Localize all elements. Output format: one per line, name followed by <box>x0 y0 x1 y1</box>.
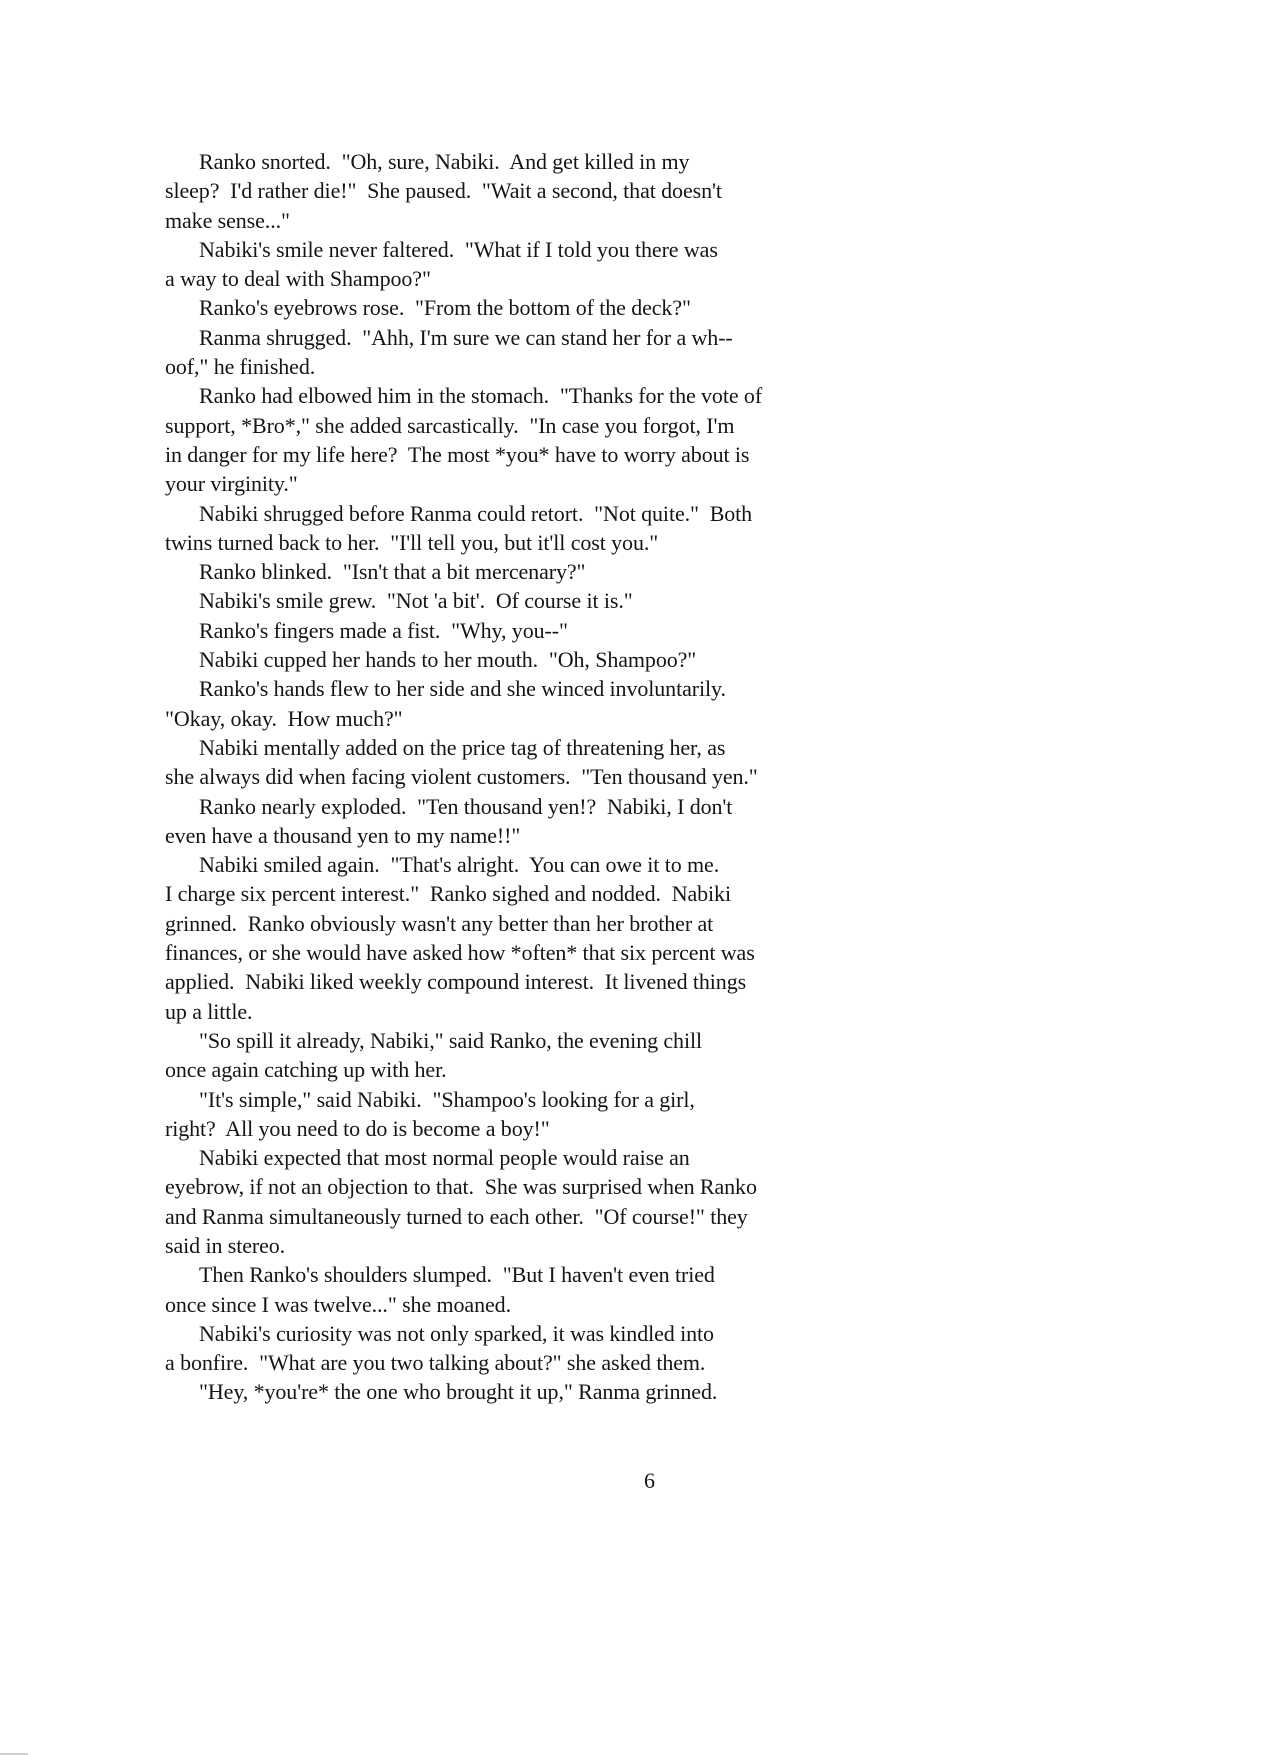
text-line: a way to deal with Shampoo?" <box>165 266 431 292</box>
text-line: applied. Nabiki liked weekly compound interest. It livened things <box>165 969 747 995</box>
text-line: eyebrow, if not an objection to that. She was surprised when Ranko <box>165 1174 757 1200</box>
paragraph-first-line: "So spill it already, Nabiki," said Ranko, the evening chill <box>199 1027 702 1053</box>
text-line: sleep? I'd rather die!" She paused. "Wait a second, that doesn't <box>165 178 722 204</box>
text-line: support, *Bro*," she added sarcastically. "In case you forgot, I'm <box>165 412 735 438</box>
text-line: I charge six percent interest." Ranko sighed and nodded. Nabiki <box>165 881 731 907</box>
paragraph-first-line: Ranko's eyebrows rose. "From the bottom of the deck?" <box>199 295 691 321</box>
text-line: right? All you need to do is become a boy!" <box>165 1115 550 1141</box>
paragraph-first-line: Nabiki's smile never faltered. "What if I told you there was <box>199 236 718 262</box>
page-number: 6 <box>644 1468 655 1493</box>
paragraph-first-line: Nabiki shrugged before Ranma could retort. "Not quite." Both <box>199 500 753 526</box>
paragraph-first-line: Ranko blinked. "Isn't that a bit mercenary?" <box>199 559 586 585</box>
text-line: twins turned back to her. "I'll tell you, but it'll cost you." <box>165 529 659 555</box>
text-line: a bonfire. "What are you two talking about?" she asked them. <box>165 1350 706 1376</box>
paragraph-first-line: Ranko had elbowed him in the stomach. "Thanks for the vote of <box>199 383 763 409</box>
paragraph-first-line: Nabiki smiled again. "That's alright. You can owe it to me. <box>199 852 720 878</box>
text-line: she always did when facing violent customers. "Ten thousand yen." <box>165 764 758 790</box>
paragraph-first-line: "It's simple," said Nabiki. "Shampoo's looking for a girl, <box>199 1086 695 1112</box>
paragraph-first-line: Ranko snorted. "Oh, sure, Nabiki. And get killed in my <box>199 149 690 174</box>
paragraph-first-line: Nabiki expected that most normal people would raise an <box>199 1145 690 1171</box>
paragraph-first-line: Ranma shrugged. "Ahh, I'm sure we can stand her for a wh-- <box>199 324 733 350</box>
paragraph-first-line: "Hey, *you're* the one who brought it up," Ranma grinned. <box>199 1379 718 1405</box>
text-line: in danger for my life here? The most *you* have to worry about is <box>165 441 750 467</box>
text-line: finances, or she would have asked how *often* that six percent was <box>165 940 755 966</box>
text-line: and Ranma simultaneously turned to each other. "Of course!" they <box>165 1203 748 1229</box>
paragraph-first-line: Ranko's fingers made a fist. "Why, you--" <box>199 617 568 643</box>
paragraph-first-line: Nabiki's curiosity was not only sparked, it was kindled into <box>199 1320 714 1346</box>
text-line: "Okay, okay. How much?" <box>165 705 403 731</box>
text-line: oof," he finished. <box>165 354 316 380</box>
paragraph-first-line: Ranko's hands flew to her side and she winced involuntarily. <box>199 676 726 702</box>
text-line: your virginity." <box>165 471 298 497</box>
paragraph-first-line: Ranko nearly exploded. "Ten thousand yen!? Nabiki, I don't <box>199 793 733 819</box>
paragraph-first-line: Then Ranko's shoulders slumped. "But I haven't even tried <box>199 1262 715 1288</box>
paragraph-first-line: Nabiki mentally added on the price tag of threatening her, as <box>199 734 726 760</box>
paragraph-first-line: Nabiki cupped her hands to her mouth. "Oh, Shampoo?" <box>199 647 697 673</box>
text-line: once since I was twelve..." she moaned. <box>165 1291 511 1317</box>
text-line: said in stereo. <box>165 1232 286 1258</box>
text-line: up a little. <box>165 998 253 1024</box>
text-line: make sense..." <box>165 207 290 233</box>
paragraph-first-line: Nabiki's smile grew. "Not 'a bit'. Of course it is." <box>199 588 633 614</box>
text-line: even have a thousand yen to my name!!" <box>165 822 521 848</box>
text-line: once again catching up with her. <box>165 1057 447 1083</box>
body-text <box>165 147 865 1407</box>
text-line: grinned. Ranko obviously wasn't any better than her brother at <box>165 910 714 936</box>
